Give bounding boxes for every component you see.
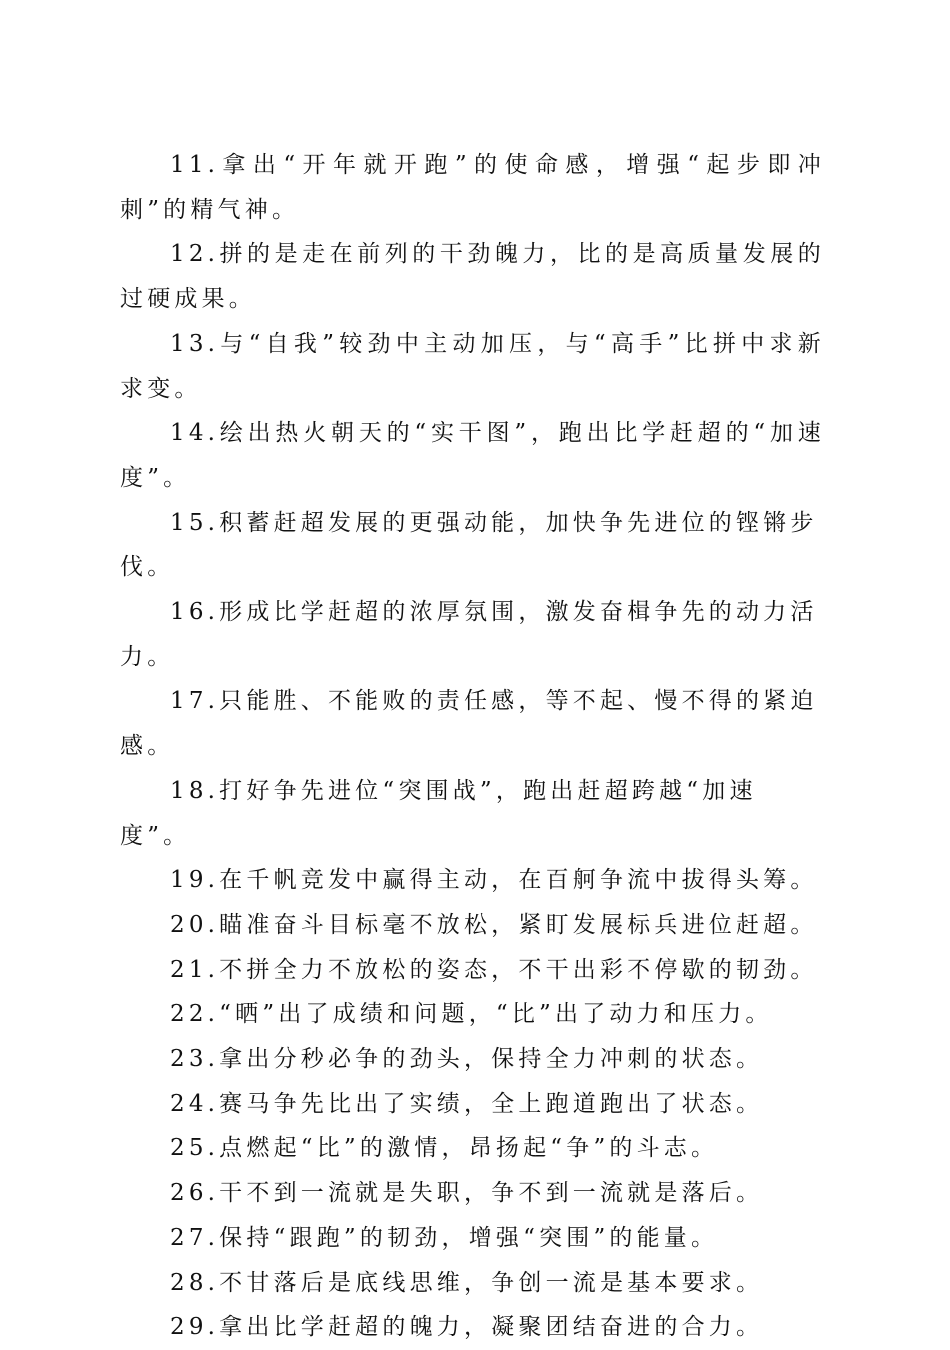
- list-item: 29.拿出比学赶超的魄力，凝聚团结奋进的合力。: [170, 1314, 764, 1341]
- list-item: 13.与“自我”较劲中主动加压，与“高手”比拼中求新求变。: [120, 330, 825, 402]
- list-item: 19.在千帆竞发中赢得主动，在百舸争流中拔得头筹。: [170, 867, 818, 894]
- list-item: 17.只能胜、不能败的责任感，等不起、慢不得的紧迫感。: [120, 688, 818, 760]
- list-item: 24.赛马争先比出了实绩，全上跑道跑出了状态。: [170, 1090, 764, 1117]
- list-item: 27.保持“跟跑”的韧劲，增强“突围”的能量。: [170, 1224, 719, 1251]
- list-item: 18.打好争先进位“突围战”，跑出赶超跨越“加速度”。: [120, 777, 757, 849]
- list-item: 16.形成比学赶超的浓厚氛围，激发奋楫争先的动力活力。: [120, 599, 818, 670]
- list-item: 23.拿出分秒必争的劲头，保持全力冲刺的状态。: [170, 1046, 764, 1073]
- list-item: 11.拿出“开年就开跑”的使命感，增强“起步即冲刺”的精气神。: [120, 152, 825, 223]
- list-item: 25.点燃起“比”的激情，昂扬起“争”的斗志。: [170, 1135, 719, 1162]
- document-body: [120, 143, 825, 1350]
- list-item: 12.拼的是走在前列的干劲魄力，比的是高质量发展的过硬成果。: [120, 241, 825, 313]
- list-item: 22.“晒”出了成绩和问题，“比”出了动力和压力。: [170, 1001, 773, 1028]
- list-item: 20.瞄准奋斗目标毫不放松，紧盯发展标兵进位赶超。: [170, 911, 818, 938]
- list-item: 15.积蓄赶超发展的更强动能，加快争先进位的铿锵步伐。: [120, 509, 818, 581]
- list-item: 21.不拼全力不放松的姿态，不干出彩不停歇的韧劲。: [170, 956, 818, 983]
- list-item: 28.不甘落后是底线思维，争创一流是基本要求。: [170, 1269, 764, 1296]
- list-item: 26.干不到一流就是失职，争不到一流就是落后。: [170, 1180, 764, 1207]
- list-item: 14.绘出热火朝天的“实干图”，跑出比学赶超的“加速度”。: [120, 420, 825, 491]
